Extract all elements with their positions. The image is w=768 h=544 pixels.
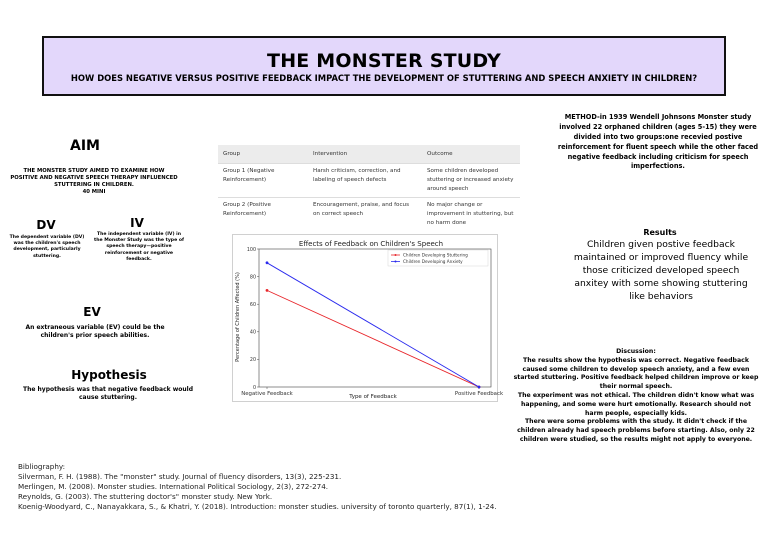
discussion-paragraph: There were some problems with the study. It didn't check if the children already had speech problems before starting. Also, only 22 children were studied, so the results might not apply to everyone.	[517, 418, 755, 443]
bibliography-item: Reynolds, G. (2003). The stuttering doctor's" monster study. New York.	[18, 492, 273, 502]
data-point	[266, 261, 269, 264]
iv-text: The independent variable (IV) in the Monster Study was the type of speech therapy—positive reinforcement or negative feedback.	[94, 232, 184, 262]
x-tick-label: Positive Feedback	[454, 391, 504, 397]
bibliography-item: Koenig-Woodyard, C., Nanayakkara, S., & Khatri, Y. (2018). Introduction: monster studies. university of toronto quarterly, 87(1), 1-24.	[18, 502, 497, 512]
ev-title: EV	[83, 305, 101, 319]
discussion-title: Discussion:	[616, 348, 656, 355]
y-tick-label: 40	[249, 330, 256, 336]
table-cell: Group 1 (Negative Reinforcement)	[218, 164, 308, 198]
aim-title: AIM	[70, 138, 100, 154]
page-title: THE MONSTER STUDY	[267, 50, 501, 72]
aim-extra: 40 MINI	[82, 189, 106, 196]
y-tick-label: 60	[249, 303, 256, 308]
legend-marker	[395, 254, 397, 256]
results-title: Results	[643, 228, 677, 237]
results-table	[218, 145, 520, 231]
page-subtitle: HOW DOES NEGATIVE VERSUS POSITIVE FEEDBACK IMPACT THE DEVELOPMENT OF STUTTERING AND SPEECH ANXIETY IN CHILDREN?	[70, 73, 698, 83]
x-tick-label: Negative Feedback	[241, 391, 293, 397]
series-line	[267, 263, 479, 387]
series-line	[267, 290, 479, 387]
table-cell: No major change or improvement in stuttering, but no harm done	[422, 197, 520, 230]
hypothesis-text: The hypothesis was that negative feedback would cause stuttering.	[22, 386, 193, 402]
discussion-paragraph: The results show the hypothesis was correct. Negative feedback caused some children to develop speech anxiety, and a few even started stuttering. Positive feedback helped children improve or keep their normal speech.	[513, 356, 759, 391]
title-banner	[42, 36, 726, 96]
method-text: METHOD-in 1939 Wendell Johnsons Monster study involved 22 orphaned children (ages 5-15) they were divided into two groups:one recevied postive reinforcement for fluent speech while the other faced negative feedback including criticism for speech imperfections.	[557, 113, 759, 171]
chart-svg	[233, 235, 504, 401]
chart-y-label: Percentage of Children Affected (%)	[235, 272, 241, 362]
bibliography-item: Merlingen, M. (2008). Monster studies. International Political Sociology, 2(3), 272-274.	[18, 482, 329, 492]
feedback-chart	[232, 234, 504, 402]
table-header-row	[218, 145, 520, 164]
legend-label: Children Developing Anxiety	[403, 259, 463, 264]
table-cell: Harsh criticism, correction, and labeling of speech defects	[308, 164, 422, 198]
table-cell: Group 2 (Positive Reinforcement)	[218, 197, 308, 230]
y-tick-label: 100	[246, 247, 256, 253]
y-tick-label: 20	[249, 358, 256, 364]
hypothesis-title: Hypothesis	[71, 368, 147, 382]
bibliography	[18, 462, 538, 512]
table-header: Group	[218, 145, 308, 164]
discussion-paragraph: The experiment was not ethical. The children didn't know what was happening, and some were hurt emotionally. Research should not harm people, especially kids.	[517, 391, 755, 417]
dv-title: DV	[36, 218, 56, 232]
table-row	[218, 197, 520, 230]
bibliography-title: Bibliography:	[18, 462, 66, 471]
legend-label: Children Developing Stuttering	[403, 252, 468, 258]
legend-marker	[395, 261, 397, 263]
chart-x-label: Type of Feedback	[349, 394, 397, 400]
table-header: Outcome	[422, 145, 520, 164]
y-tick-label: 0	[252, 385, 256, 391]
plot-frame	[259, 249, 491, 387]
table-row	[218, 164, 520, 198]
dv-text: The dependent variable (DV) was the children's speech development, particularly stuttering.	[9, 235, 85, 259]
data-point	[266, 289, 269, 292]
chart-title: Effects of Feedback on Children's Speech	[298, 240, 444, 248]
ev-text: An extraneous variable (EV) could be the children's prior speech abilities.	[25, 324, 165, 340]
table-cell: Some children developed stuttering or increased anxiety around speech	[422, 164, 520, 198]
iv-title: IV	[130, 216, 144, 230]
bibliography-item: Silverman, F. H. (1988). The "monster" study. Journal of fluency disorders, 13(3), 225-231.	[18, 472, 342, 482]
aim-body: THE MONSTER STUDY AIMED TO EXAMINE HOW POSITIVE AND NEGATIVE SPEECH THERAPY INFLUENCED STUTTERING IN CHILDREN.	[10, 168, 178, 189]
table-header: Intervention	[308, 145, 422, 164]
discussion-block	[512, 348, 760, 445]
table-cell: Encouragement, praise, and focus on correct speech	[308, 197, 422, 230]
y-tick-label: 80	[249, 275, 256, 281]
data-point	[478, 386, 481, 389]
aim-text	[10, 168, 178, 197]
results-text: Children given postive feedback maintained or improved fluency while those criticized developed speech anxitey with some showing stuttering like behaviors	[573, 239, 749, 302]
